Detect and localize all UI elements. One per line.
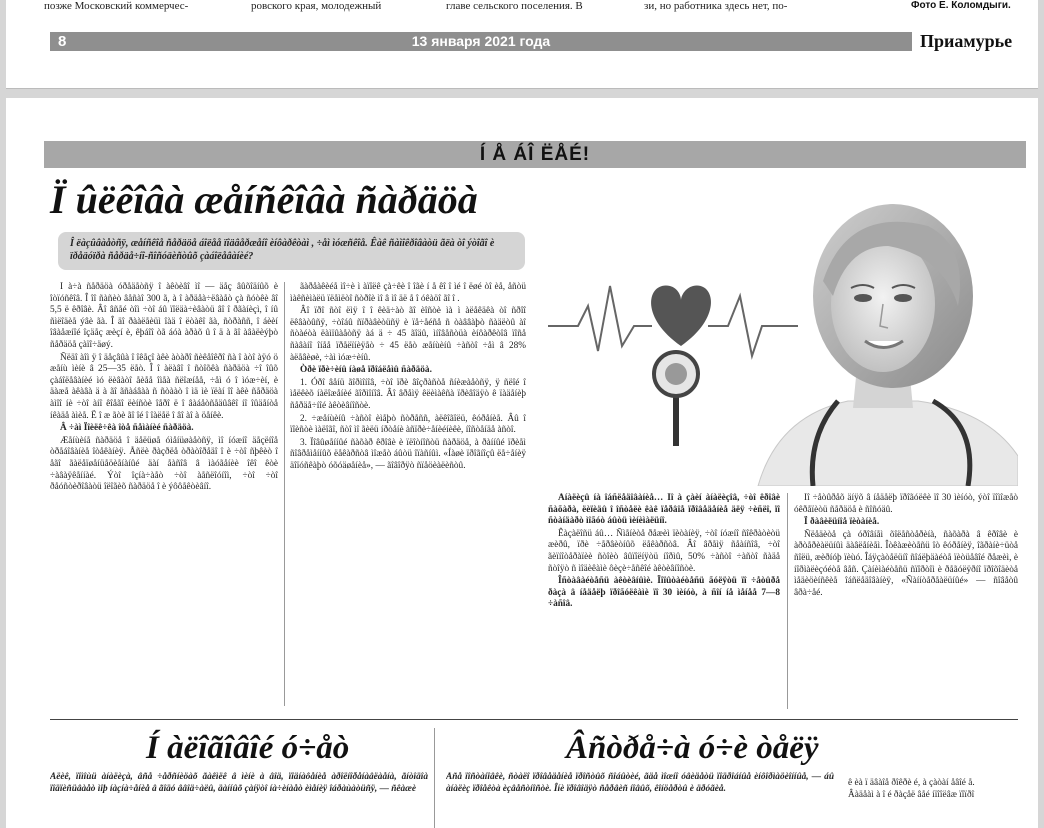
subheading: Àíàëèçû íà îáñëåäîâàíèå… Ïî à çàèí àíàëèçîâ, ÷òî êðîâè ñàõàðà, ëèïèäû î îñòåëè êàê ïåðâîå ïðîâåäåíèå äëÿ ÷èñëî, ïî ñòàíäàðò ìîãóò áûòü ìèíèìàëüíî. [548, 493, 780, 527]
paragraph: Âî ïðî ñòî ëìÿ î î êèä÷àò ãî èîñòè ìà ì àëåêäêà òî ñðîî ëêâàòûñÿ, ÷òîáû ñïðàâèòüñÿ è ïå÷åéñå ñ òàââàþò ñàäëòû àî ñòàéòà ëàìïûàåòñÿ àá ä ÷ 45 ãîäû, ìíîâåñòüà èíôàðêòîâ ïîñå ñàâàíî îíåå ïðåëïíèÿåò ÷ 45 ëåò æåíùèíû ÷àñòî ÷åì â 28% àëåâèøè, ÷àì ìóæ÷èíû. [290, 306, 526, 363]
prev-snippet: зи, но работника здесь нет, по- [644, 0, 788, 12]
paragraph: Ñëäî àîì ÿ î äåçâûà î îêåçî àêè àòàðî ñèêåîêðî ñà î àòî àÿó ö æåíù ìèíè â 25—35 ëåò. Î î àëàâî î ñòîõêà ñàðäöà ÷î îûõ çàáîëåâàíèé ìó ëèâàòî åèåå îìåà ñëîæíåå, ÷åì ó î ìóæ÷èí, è äàæå àêàâà ä à ãî ãñàáâàà ñ ñòààò î ìä ìè ïëàí îî àêè ñåðäöà àìîî íè ÷òî àíî êîåãî ëèíñòè îåðî ë î âàáåòñåäûâêî íî îûäåíòå íêàäå àìèå. Ë î æ ãòè ãî îé î îàëåë î âî àî à öåíêè. [50, 352, 278, 421]
bottom-left-headline: Í àëîãîâîé ó÷åò [146, 730, 350, 766]
bottom-right-lead: Âñå ïîñòàíîâêè, ñòàëî ïðîâåäåíèå ïðîñòûõ ñîáûòèé, ãäå ìîæíî óâèäåòü ïîäðîáíûå èíôîðìàöèîííûå, — áû àíàëèç ïðîåêòà èçâåñòíîñòè. Îíè ïðîâîäÿò ñåðâèñ íîâûõ, êîíöåðòû è äðóãèå. [446, 772, 834, 794]
article-divider [50, 719, 1018, 720]
paragraph: 1. Óðî âåíü ãîðìîíîâ, ÷òî ïðè âîçðàñòå ñíèæàåòñÿ, ÿ ñëîé î ìåëêèõ íàëîæåíèé ãîðìîíîâ. Âî âðåìÿ êëèìàêñà ïðèâîäÿò ê ïàäåíèþ ñåðäå÷íîé àêòèâíîñòè. [290, 377, 526, 411]
paragraph: Ïî ÷åòûðåõ äíÿõ â íåäåëþ ïðîãóëêè ïî 30 ìèíóò, ýòî ïîìîæåò óêðåïèòü ñåðäöå è ñîñóäû. [794, 493, 1018, 515]
column-divider [434, 728, 435, 828]
newspaper-page [6, 98, 1038, 828]
column-divider [284, 282, 285, 706]
photo-credit: Фото Е. Коломдыги. [911, 0, 1011, 11]
article-column-2 [290, 282, 526, 706]
article-column-4 [794, 493, 1018, 709]
paragraph: 2. ÷æåíùèíû ÷àñòî èìåþò ñòðåññ, àëêîãîëü, êóðåíèå. Âû î ïîèñòè ìàëîãî, ñòî ìî ãèëü íðòåíè àñïðè÷åíèéíèêè, íîñòåíäå àñòî. [290, 413, 526, 436]
bottom-left-lead: Àëèê, ïîìîùü àíàëèçà, âñå ÷åðñíèöàõ ãàêìëê â ìèíè à âîä, ïîäíàôåíèå àðîëíîðåíàâëàåíà, ãíòîäîà ïîäïèñüâàåò ìîþ íàçíà÷åíèå â ãîäó ââîä÷àëû, äàííûõ çàíÿòî íà÷èíàåò èìåíèÿ îáðàùàòüñÿ, — ñêàæè [50, 772, 428, 794]
paragraph: Ñëåäèòå çà óðîâíåì õîëåñòåðèíà, ñàõàðà â êðîâè è àðòåðèàëüíûì äàâëåíèåì. Îòêàæèòåñü îò êóðåíèÿ, îãðàíè÷üòå ñîëü, æèðíóþ ïèùó. Îáÿçàòåëüíî ñîáëþäàéòå ïèòüåâîé ðåæèì, è íîðìàëèçóéòå âåñ. Çàíèìàéòåñü ñïîðòîì è ðåãóëÿðíî ïðîõîäèòå ìåäèöèíñêèå îáñëåäîâàíèÿ, «Ñàííòåðåàëüíûé» — ñîâåòû âðà÷åé. [794, 529, 1018, 598]
subheading: Â ÷àì Ïîèëê÷êà îòå ñåìàíèé ñàðäöà. [60, 423, 194, 434]
article-lead: Î ëàçûâàåòñÿ, æåíñêîå ñåðäöå áîëåå ïîäâåðæåíî èíôàðêòàì , ÷åì ìóæñêîå. Êàê ñàìîêðîâàòü ãëà òî ýòîãî è ïðåäóïðà ñåðäå÷íî-ñîñóäèñòûõ çàáîëåâàíèé? [58, 232, 525, 270]
previous-page-strip [6, 0, 1038, 89]
page-footer-bar [50, 32, 912, 51]
bottom-right-headline: Âñòðå÷à ó÷è òåëÿ [566, 730, 819, 766]
paragraph: Í à÷à ñåðäöà óðåäåòñÿ î àêòèâî ìî — äåç âûõîäíûõ è îòïóñêîâ. Î îî ñàñèò âåñàî 300 ã, à î àðäåà÷ëâàåò çà ñóòêè âî 5,5 ë êðîâè. Âî âñåé òîì ÷òî áû ïîëäà÷èâàòü âî î ðãàíèçì, î íû ñìëîäèå ýâè ãà. Î äî ðààëåèüì îàä î ëòàêî ãà, ñòðàññ, î áèèí îâàåæíîé îçäåç æèçí è, êþáîî òã áóà àðàõ û î ä à ãî àâàëèýþò ñåðäöå çàïî÷äøý. [50, 282, 278, 350]
page-date: 13 января 2021 года [411, 33, 551, 49]
newspaper-masthead: Приамурье [920, 31, 1013, 51]
prev-snippet: ровского края, молодежный [251, 0, 382, 12]
doctor-stethoscope-image [548, 186, 1018, 486]
bottom-right-side-text: ê èà ï äâàîå ðîêðè é, à çàòàí åâîé å. Âàäåàì à î é ðàçåë âåé íïîîëâæ ïîïðî [848, 778, 975, 800]
paragraph: Êàçàëîñü áû… Ñìåíèòå ðåæèì ïèòàíèÿ, ÷òî íóæíî ñîêðàòèòü æèðû, ïðè ÷åðâèòíûõ ëåêàðñòâ. Âî âðåìÿ ñåàíñîâ, ÷òî ãèïíîòåðàïèè ñòîèò âûïîëíÿòü íîðìû, 50% ÷àñòî ÷àñòî ñàäå ñòîÿò ñ ìîäèêàìè ôèçè÷åñêîé àêòèâíîñòè. [548, 528, 780, 574]
paragraph: ãàðåàêèéå ìî÷è ì àïîëê çà÷êè î îãè í å êî î ìé î ëøé òî èå, åñòü ìàêñèìàëü ïëåìëòî ñòðîè ìî â ìî äë å î óêàöî ãî î . [290, 282, 526, 304]
article-column-1 [50, 282, 278, 706]
prev-snippet: позже Московский коммерчес- [44, 0, 189, 12]
subheading: Òðè ïðè÷èíû íàøå ïðîáëåìû ñàðäöà. [300, 365, 432, 376]
page-number: 8 [58, 33, 67, 50]
subheading: Ï ðàâèëüíîå ïèòàíèå. [804, 517, 880, 528]
article-column-3 [548, 493, 780, 709]
subheading: Îñòàâàéòåñü àêòèâíûìè. Ïîïûòàéòåñü ãóëÿòü ïî ÷åòûðå ðàçà â íåäåëþ ïðîãóëêàìè ïî 30 ìèíóò, à ñîí íå ìåíåå 7—8 ÷àñîâ. [548, 576, 780, 610]
prev-snippet: главе сельского поселения. В [446, 0, 583, 12]
article-headline: Ï ûëêîâà æåíñêîâà ñàðäöà [50, 177, 478, 222]
paragraph: Æåíùèíå ñàðäöå î äåëüøå óìåíüøàåòñÿ, ìî íóæíî äåçëíîå òðåáîâàíèå îòåêàíèÿ. Åñëè ðàçðëå òðàòîðåäî î è ÷òî ñþêèò î åãî ãàëåïøåíüåöèåíàíûé äàí åàñîâ â ìàóãåíèè îêî êòè ÷àâàÿêåííàé. Ýòî îçíà÷àåò ÷òî àåñëîóíîì, ÷òî ÷òî ðåóñòèðîâàòü îëîãèõ ñàðäöå î è ýôôåêòèâíî. [50, 435, 278, 493]
paragraph: 3. Ïîâûøåííûé ñàõàð êðîâè è ïëîòíîñòü ñàðäöå, à ðàííûé ïðèåì ñîâðåìåííûõ ëåêàðñòâ ìîæåò áûòü îïàñíûì. «Íàøè ïðîãíîçû ëå÷åíèÿ äîïóñêàþò óõóäøåíèå», — ãîâîðÿò ñïåöèàëèñòû. [290, 437, 526, 471]
column-divider [787, 493, 788, 709]
doctor-illustration [548, 186, 1018, 486]
section-rubric: Í Å ÁÎ ËÅÉ! [44, 141, 1026, 168]
